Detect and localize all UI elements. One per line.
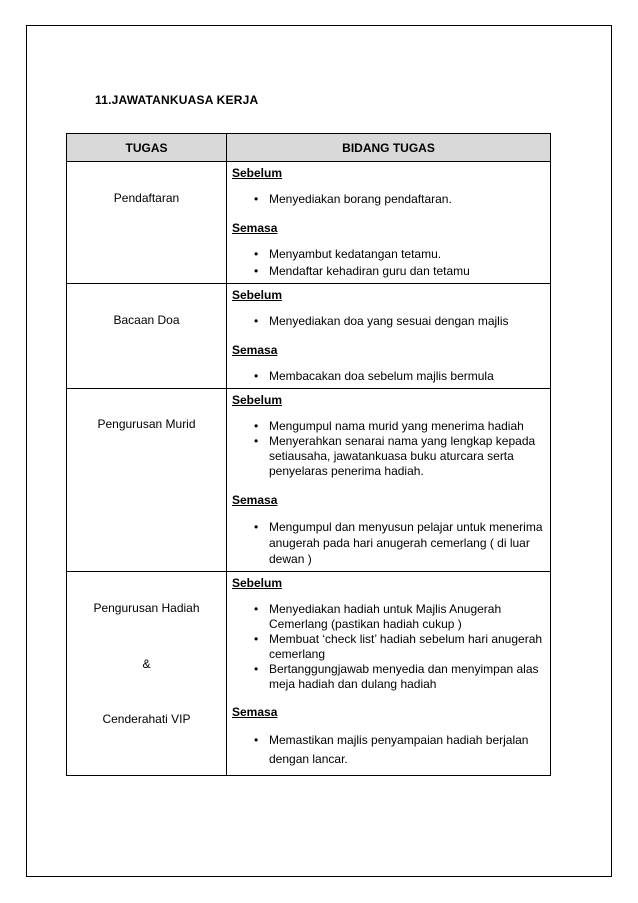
header-tugas: TUGAS (67, 134, 227, 162)
table-row (67, 572, 551, 776)
tugas-cell (67, 389, 227, 572)
tugas-ampersand: & (142, 657, 151, 671)
tugas-name: Pengurusan Murid (97, 417, 196, 431)
section-title: 11.JAWATANKUASA KERJA (95, 93, 259, 107)
semasa-heading: Semasa (232, 493, 278, 507)
list-item: • Mengumpul nama murid yang menerima hadiah (232, 419, 544, 434)
tugas-name-vip: Cenderahati VIP (102, 712, 191, 726)
list-item: • Memastikan majlis penyampaian hadiah berjalan dengan lancar. (232, 731, 544, 769)
table-header-row (67, 134, 551, 162)
semasa-heading: Semasa (232, 343, 278, 357)
sebelum-heading: Sebelum (232, 166, 283, 180)
sebelum-list (232, 602, 544, 692)
tugas-cell (67, 284, 227, 389)
committee-table (66, 133, 551, 776)
sebelum-heading: Sebelum (232, 288, 283, 302)
sebelum-list (232, 192, 544, 207)
list-item: • Menyediakan hadiah untuk Majlis Anugerah Cemerlang (pastikan hadiah cukup ) (232, 602, 544, 632)
semasa-list (232, 247, 544, 279)
semasa-list (232, 731, 544, 769)
table-row (67, 162, 551, 284)
tugas-cell (67, 572, 227, 776)
list-item: • Menyediakan doa yang sesuai dengan majlis (232, 314, 544, 329)
list-item: • Mengumpul dan menyusun pelajar untuk menerima anugerah pada hari anugerah cemerlang ( di luar dewan ) (232, 519, 544, 567)
tugas-name: Pendaftaran (113, 191, 180, 205)
table-row (67, 284, 551, 389)
tugas-name: Pengurusan Hadiah (93, 601, 200, 615)
semasa-list (232, 369, 544, 384)
header-bidang-tugas: BIDANG TUGAS (227, 134, 551, 162)
bidang-cell (227, 572, 551, 776)
list-item: • Bertanggungjawab menyedia dan menyimpan alas meja hadiah dan dulang hadiah (232, 662, 544, 692)
bidang-cell (227, 389, 551, 572)
list-item: • Membacakan doa sebelum majlis bermula (232, 369, 544, 384)
sebelum-list (232, 419, 544, 479)
sebelum-heading: Sebelum (232, 393, 283, 407)
table-row (67, 389, 551, 572)
list-item: • Menyediakan borang pendaftaran. (232, 192, 544, 207)
list-item: • Menyambut kedatangan tetamu. (232, 247, 544, 262)
list-item: • Membuat ‘check list’ hadiah sebelum hari anugerah cemerlang (232, 632, 544, 662)
sebelum-heading: Sebelum (232, 576, 283, 590)
sebelum-list (232, 314, 544, 329)
bidang-cell (227, 284, 551, 389)
list-item: • Menyerahkan senarai nama yang lengkap kepada setiausaha, jawatankuasa buku aturcara serta penyelaras penerima hadiah. (232, 434, 544, 479)
list-item: • Mendaftar kehadiran guru dan tetamu (232, 264, 544, 279)
semasa-list (232, 519, 544, 567)
semasa-heading: Semasa (232, 705, 278, 719)
semasa-heading: Semasa (232, 221, 278, 235)
tugas-cell (67, 162, 227, 284)
tugas-name: Bacaan Doa (113, 313, 180, 327)
bidang-cell (227, 162, 551, 284)
